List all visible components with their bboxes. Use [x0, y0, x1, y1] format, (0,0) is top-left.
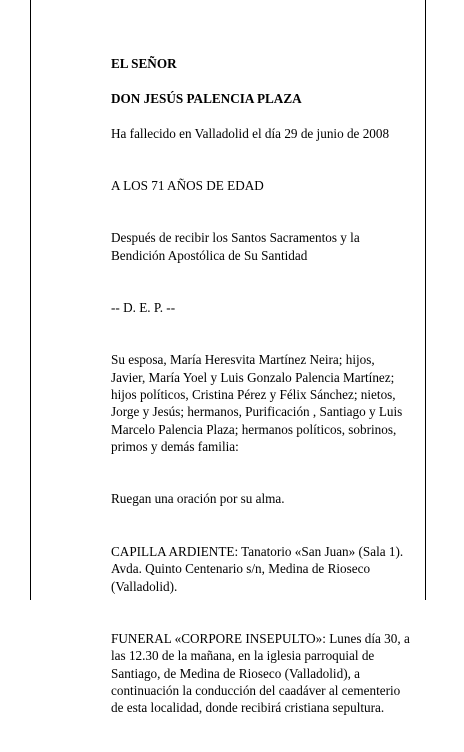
age-line: A LOS 71 AÑOS DE EDAD — [111, 178, 264, 194]
rip-line: -- D. E. P. -- — [111, 300, 176, 316]
obituary-text — [111, 38, 433, 752]
sacraments-paragraph: Después de recibir los Santos Sacramentos y la Bendición Apostólica de Su Santidad — [111, 230, 360, 263]
title-line-2: DON JESÚS PALENCIA PLAZA — [111, 91, 302, 107]
chapel-paragraph: CAPILLA ARDIENTE: Tanatorio «San Juan» (Sala 1). Avda. Quinto Centenario s/n, Medina de Rioseco (Valladolid). — [111, 543, 404, 594]
prayer-line: Ruegan una oración por su alma. — [111, 491, 285, 507]
funeral-paragraph: FUNERAL «CORPORE INSEPULTO»: Lunes día 30, a las 12.30 de la mañana, en la iglesia parroquial de Santiago, de Medina de Rioseco (Valladolid), a continuación la conducción del caadáver al cementerio de esta localidad, donde recibirá cristiana sepultura. — [111, 630, 410, 716]
title-line-1: EL SEÑOR — [111, 56, 177, 72]
family-paragraph: Su esposa, María Heresvita Martínez Neira; hijos, Javier, María Yoel y Luis Gonzalo Palencia Martínez; hijos políticos, Cristina Pérez y Félix Sánchez; nietos, Jorge y Jesús; hermanos, Purificación , Santiago y Luis Marcelo Palencia Plaza; hermanos políticos, sobrinos, primos y demás familia: — [111, 352, 403, 455]
death-info: Ha fallecido en Valladolid el día 29 de junio de 2008 — [111, 126, 390, 142]
